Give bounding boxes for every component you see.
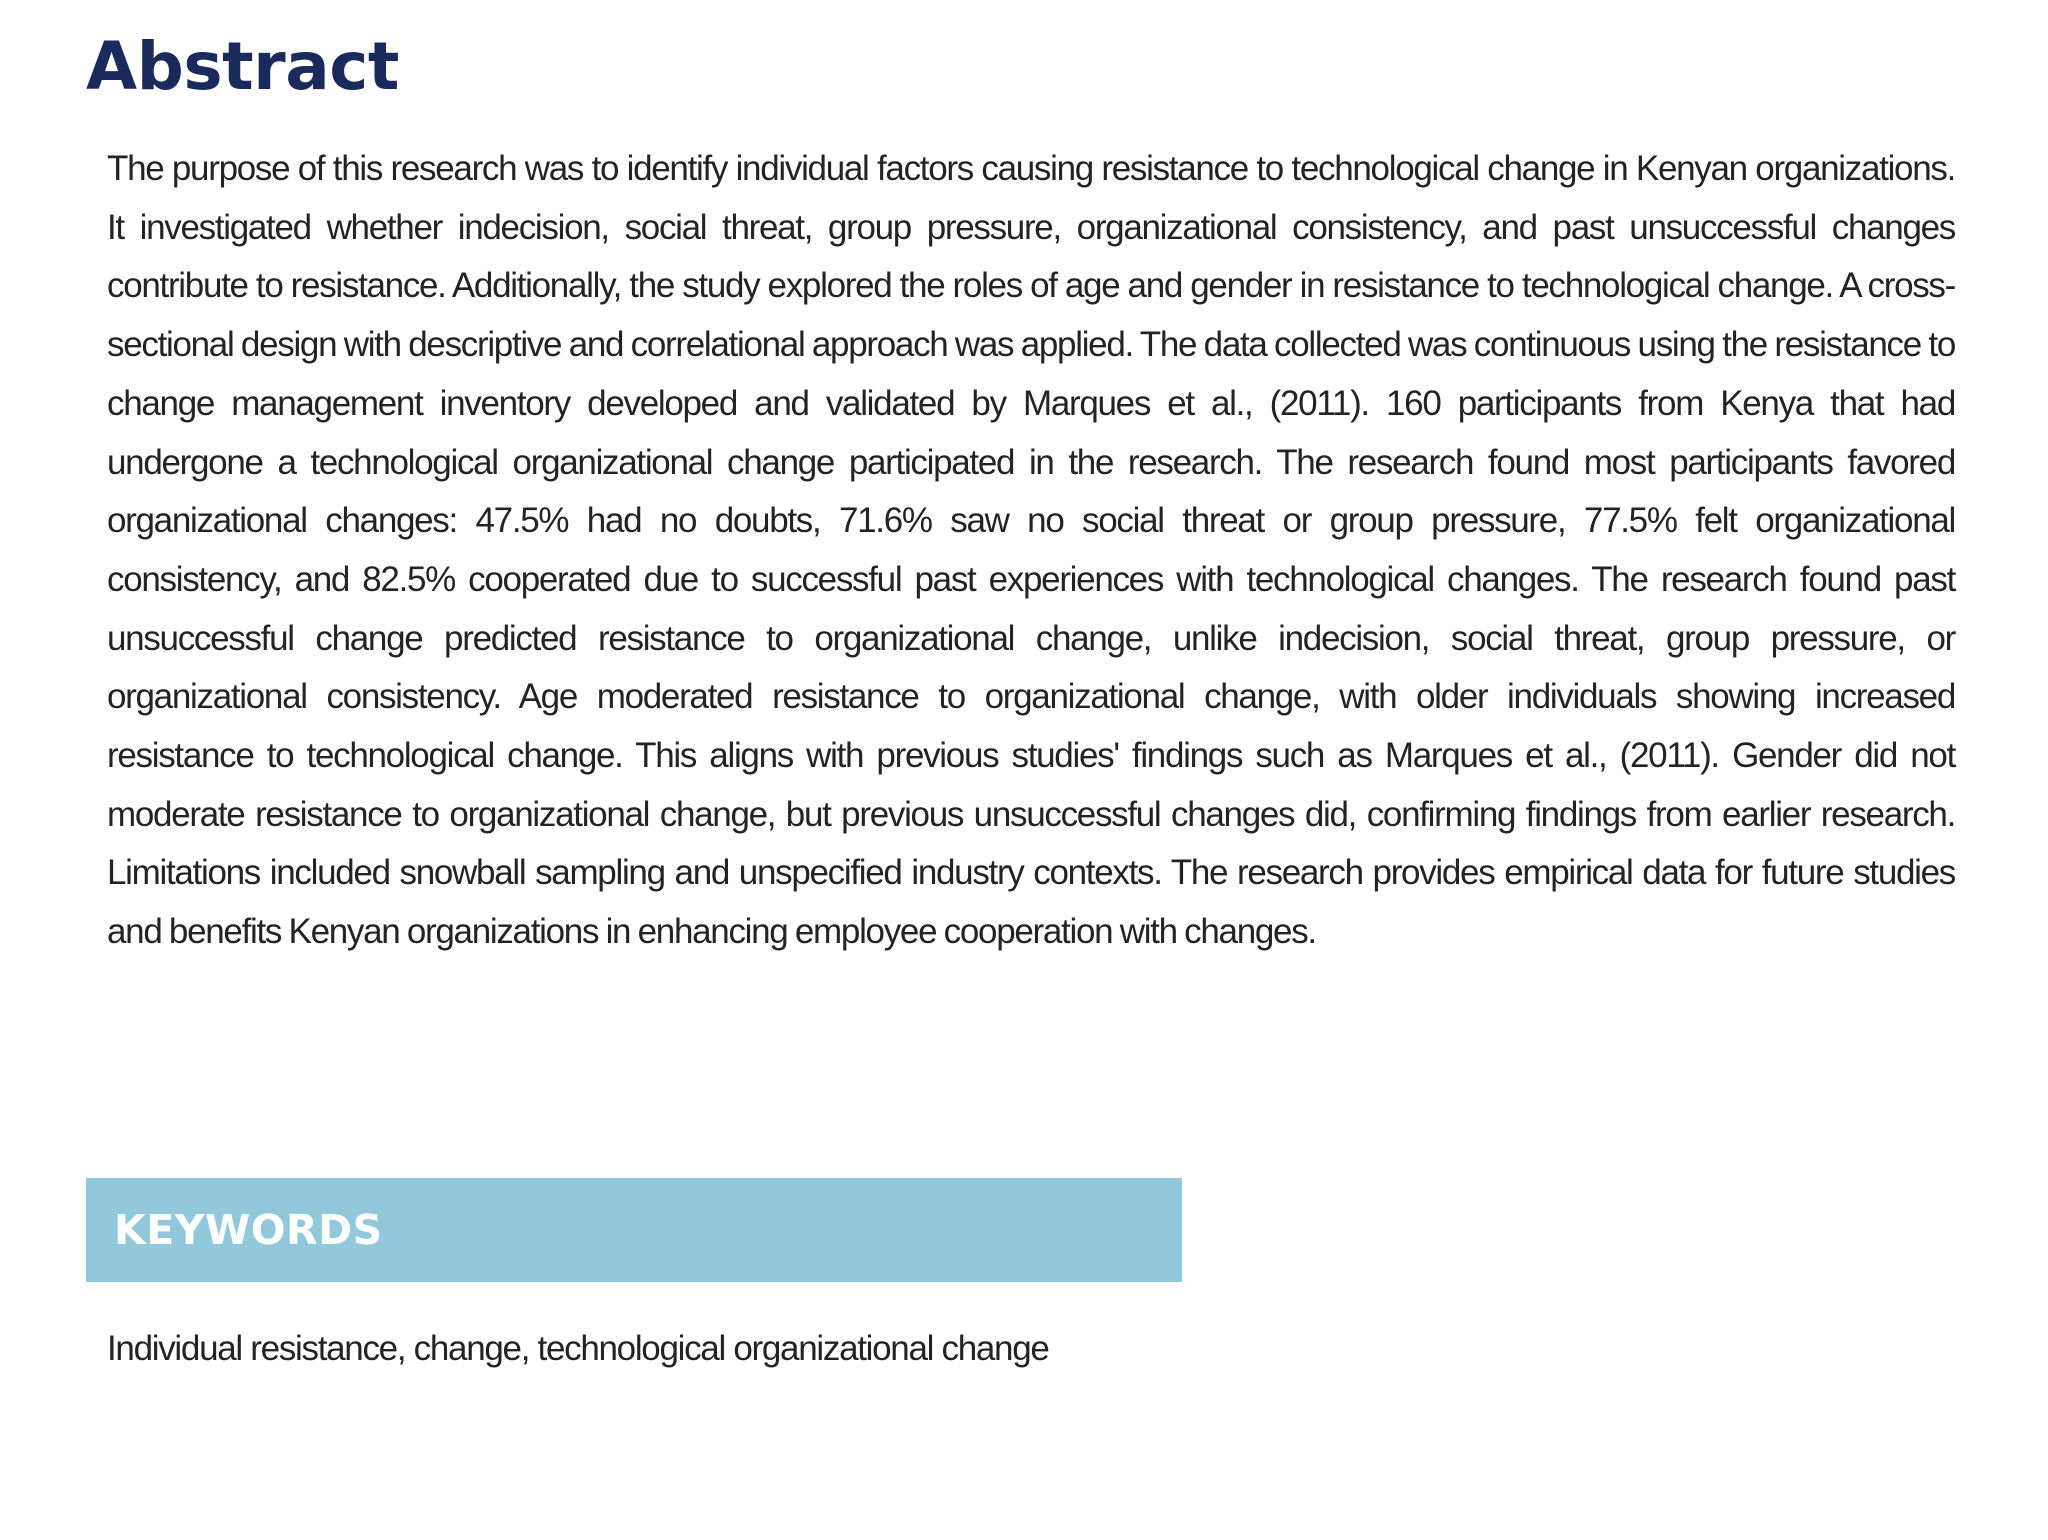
abstract-body: The purpose of this research was to identify individual factors causing resistance to technological change in Kenyan organizations. It investigated whether indecision, social threat, group pressure, organizational consistency, and past unsuccessful changes contribute to resistance. Additionally, the study explored the roles of age and gender in resistance to technological change. A cross-sectional design with descriptive and correlational approach was applied. The data collected was continuous using the resistance to change management inventory developed and validated by Marques et al., (2011). 160 participants from Kenya that had undergone a technological organizational change participated in the research. The research found most participants favored organizational changes: 47.5% had no doubts, 71.6% saw no social threat or group pressure, 77.5% felt organizational consistency, and 82.5% cooperated due to successful past experiences with technological changes. The research found past unsuccessful change predicted resistance to organizational change, unlike indecision, social threat, group pressure, or organizational consistency. Age moderated resistance to organizational change, with older individuals showing increased resistance to technological change. This aligns with previous studies' findings such as Marques et al., (2011). Gender did not moderate resistance to organizational change, but previous unsuccessful changes did, confirming findings from earlier research. Limitations included snowball sampling and unspecified industry contexts. The research provides empirical data for future studies and benefits Kenyan organizations in enhancing employee cooperation with changes.: [107, 149, 1955, 952]
abstract-heading: Abstract: [86, 28, 399, 105]
keywords-label: KEYWORDS: [114, 1206, 383, 1254]
keywords-banner: [86, 1178, 1182, 1282]
keywords-text: Individual resistance, change, technological organizational change: [107, 1329, 1049, 1368]
